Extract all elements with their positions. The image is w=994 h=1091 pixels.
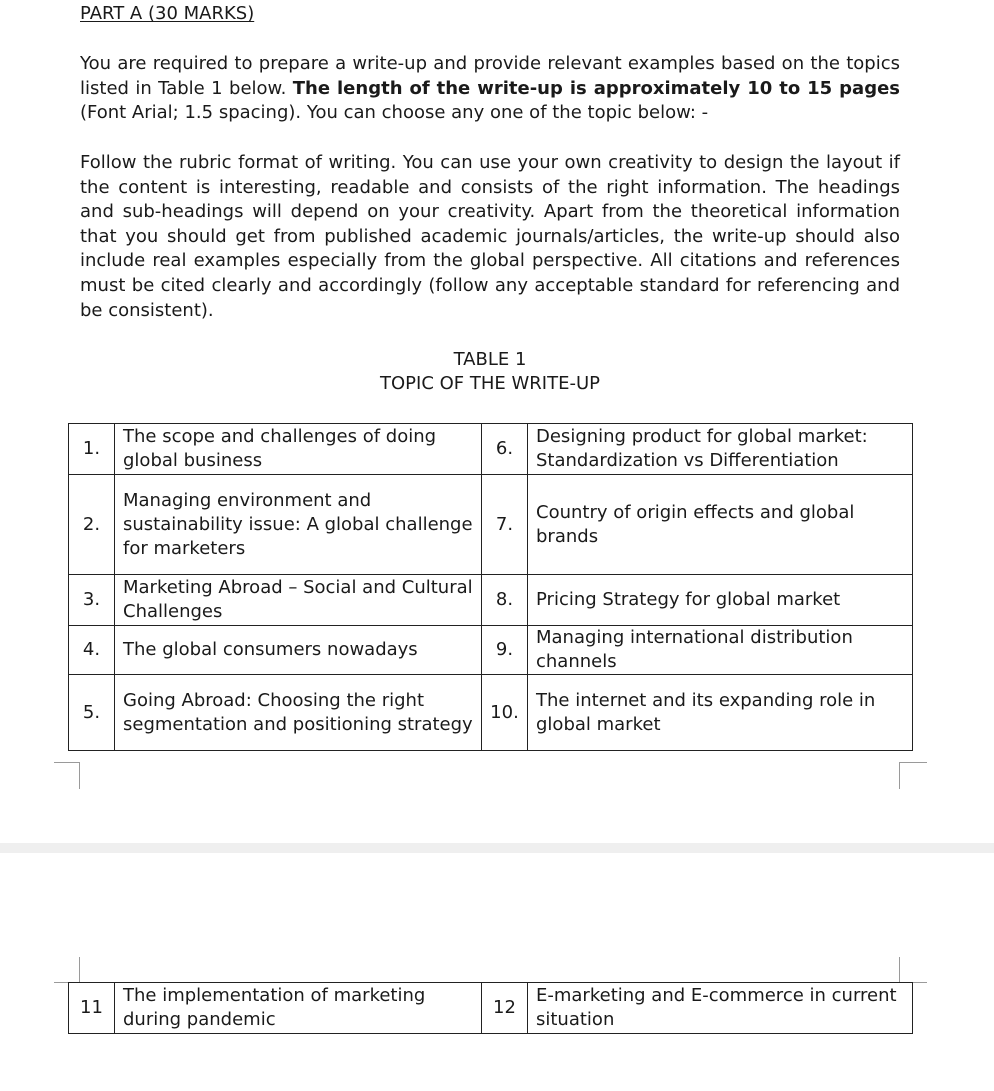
length-requirement: The length of the write-up is approximately 10 to 15 pages — [292, 77, 901, 99]
topic-number: 5. — [69, 675, 115, 751]
topic-title: E-marketing and E-commerce in current situation — [528, 983, 913, 1034]
topic-title: Pricing Strategy for global market — [528, 575, 913, 626]
topic-title: Marketing Abroad – Social and Cultural Challenges — [115, 575, 482, 626]
topic-title: Country of origin effects and global brands — [528, 475, 913, 575]
topic-title: Managing environment and sustainability issue: A global challenge for marketers — [115, 475, 482, 575]
topic-title: The internet and its expanding role in global market — [528, 675, 913, 751]
topic-number: 2. — [69, 475, 115, 575]
table-row — [69, 575, 913, 626]
topic-number: 3. — [69, 575, 115, 626]
page-break-gap — [0, 843, 994, 853]
topic-title: Designing product for global market: Standardization vs Differentiation — [528, 424, 913, 475]
page-margin-corner-mark — [899, 957, 927, 983]
topic-number: 12 — [482, 983, 528, 1034]
topic-title: Managing international distribution channels — [528, 626, 913, 675]
topic-number: 9. — [482, 626, 528, 675]
topic-title: The implementation of marketing during pandemic — [115, 983, 482, 1034]
page-margin-corner-mark — [54, 957, 80, 983]
topic-number: 1. — [69, 424, 115, 475]
table-row — [69, 424, 913, 475]
topics-table-continued — [68, 982, 913, 1034]
instructions-outro: (Font Arial; 1.5 spacing). You can choose any one of the topic below: - — [80, 102, 709, 124]
table-caption-number: TABLE 1 — [453, 349, 527, 370]
topic-number: 10. — [482, 675, 528, 751]
topic-number: 6. — [482, 424, 528, 475]
topic-number: 8. — [482, 575, 528, 626]
table-row — [69, 626, 913, 675]
instructions-intro: You are required to prepare a write-up and provide relevant examples based on the topics listed in Table 1 below. — [80, 53, 900, 99]
page-margin-corner-mark — [54, 762, 80, 789]
topic-number: 11 — [69, 983, 115, 1034]
topic-title: The scope and challenges of doing global business — [115, 424, 482, 475]
table-row — [69, 675, 913, 751]
document-page-2 — [0, 853, 994, 1091]
rubric-paragraph: Follow the rubric format of writing. You can use your own creativity to design the layout if the content is interesting, readable and consists of the right information. The headings and sub-headings will depend on your creativity. Apart from the theoretical information that you should get from published academic journals/articles, the write-up should also include real examples especially from the global perspective. All citations and references must be cited clearly and accordingly (follow any acceptable standard for referencing and be consistent). — [80, 152, 900, 321]
table-row — [69, 475, 913, 575]
topic-number: 7. — [482, 475, 528, 575]
topic-title: The global consumers nowadays — [115, 626, 482, 675]
page-margin-corner-mark — [899, 762, 927, 789]
topic-number: 4. — [69, 626, 115, 675]
instructions-paragraph — [80, 52, 900, 126]
topics-table — [68, 423, 913, 751]
topic-title: Going Abroad: Choosing the right segmentation and positioning strategy — [115, 675, 482, 751]
table-row — [69, 983, 913, 1034]
table-caption-title: TOPIC OF THE WRITE-UP — [380, 373, 600, 394]
section-heading: PART A (30 MARKS) — [80, 3, 255, 24]
